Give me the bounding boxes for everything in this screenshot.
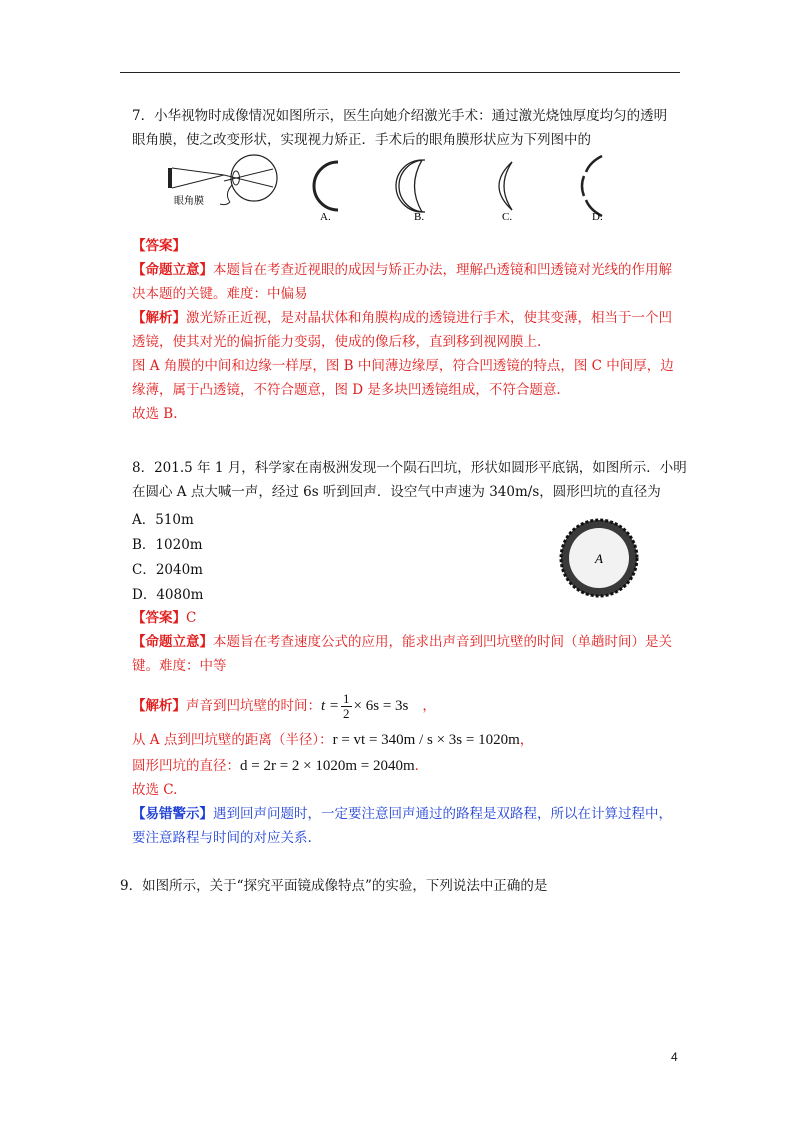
q7-answer-tag: 【答案】 [132,238,186,254]
cornea-option-d [582,156,602,216]
fraction-half: $\frac{1}{2}$ [343,691,350,722]
q8-stem: 8．201.5 年 1 月，科学家在南极洲发现一个陨石凹坑，形状如圆形平底锅，如图所示．小明 在圆心 A 点大喊一声，经过 6s 听到回声．设空气中声速为 340m/s，圆形凹坑的直径为 [132,460,687,500]
cornea-option-c [499,162,512,210]
equation-diameter: d = 2r = 2 × 1020m = 2040m [240,758,415,774]
q8-option-b: B．1020m [132,537,203,553]
cornea-option-b [396,160,425,212]
choice-b-label: B. [414,211,425,223]
q7-intent-tag: 【命题立意】 [132,262,213,278]
q8-option-d: D．4080m [132,587,204,603]
q8-option-a: A．510m [132,512,194,528]
q7-analysis-tag: 【解析】 [132,310,186,326]
eye-diagram [168,155,277,207]
q7-figure [160,154,640,232]
equation-time: t = $\frac{1}{2}$ × 6s = 3s [321,691,409,722]
cornea-label: 眼角膜 [174,196,204,207]
q8-analysis-tag: 【解析】 [132,698,186,714]
q7-solution: 【答案】 【命题立意】本题旨在考查近视眼的成因与矫正办法，理解凸透镜和凹透镜对光线的作用解 决本题的关键。难度：中偏易 【解析】激光矫正近视，是对晶状体和角膜构成的透镜进行手术，使其变薄，相当于一个凹 透镜，使其对光的偏折能力变弱，使成的像后移，直到移到视网膜上. 图 A 角膜的中间和边缘一样厚，图 B 中间薄边缘厚，符合凹透镜的特点，图 C 中间厚，边 缘薄，属于凸透镜，不符合题意，图 D 是多块凹透镜组成，不符合题意. 故选 B. [132,234,672,426]
q8-answer-value: C [186,610,197,626]
q8-analysis-line3: 圆形凹坑的直径：d = 2r = 2 × 1020m = 2040m． [132,758,429,774]
q8-conclusion-block: 故选 C. 【易错警示】遇到回声问题时，一定要注意回声通过的路程是双路程，所以在计算过程中， 要注意路程与时间的对应关系. [132,778,672,850]
q8-conclusion: 故选 C. [132,782,178,798]
cornea-option-a [314,162,338,210]
q8-intent-tag: 【命题立意】 [132,634,213,650]
equation-radius: r = vt = 340m / s × 3s = 1020m [332,732,520,748]
choice-d-label: D. [592,211,603,223]
q8-answer-tag: 【答案】 [132,610,186,626]
crater-figure [558,517,640,599]
choice-c-label: C. [502,211,513,223]
q7-stem: 7．小华视物时成像情况如图所示，医生向她介绍激光手术：通过激光烧蚀厚度均匀的透明 眼角膜，使之改变形状，实现视力矫正．手术后的眼角膜形状应为下列图中的 [132,108,668,148]
q8-warning-tag: 【易错警示】 [132,806,213,822]
q9-stem: 9．如图所示，关于“探究平面镜成像特点”的实验，下列说法中正确的是 [120,878,548,894]
q7-conclusion: 故选 B. [132,406,178,422]
choice-a-label: A. [320,211,331,223]
page-number: 4 [671,1050,678,1064]
q8-option-c: C．2040m [132,562,203,578]
q8-solution: 【答案】C 【命题立意】本题旨在考查速度公式的应用，能求出声音到凹坑壁的时间（单趟时间）是关 键。难度：中等 [132,610,672,674]
q8-analysis-line1: 【解析】声音到凹坑壁的时间：t = $\frac{1}{2}$ × 6s = 3s ， [132,691,436,722]
q8-analysis-line2: 从 A 点到凹坑壁的距离（半径）：r = vt = 340m / s × 3s = 1020m， [132,732,534,748]
crater-center-label: A [595,551,603,566]
header-rule [120,72,680,73]
